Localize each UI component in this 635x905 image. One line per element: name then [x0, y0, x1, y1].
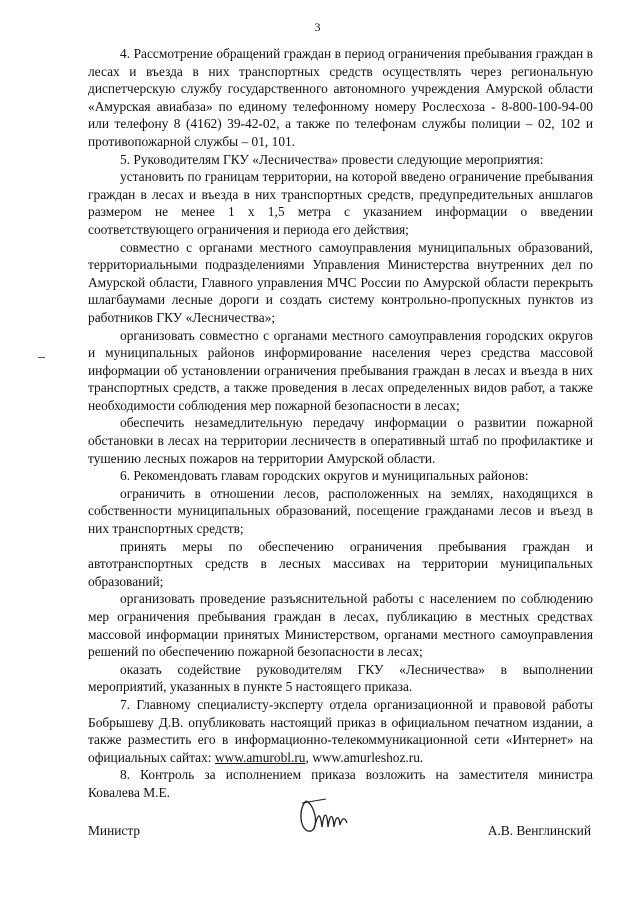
handwritten-signature	[292, 795, 354, 837]
signer-name: А.В. Венглинский	[487, 823, 591, 838]
paragraph-5-item-4: обеспечить незамедлительную передачу информации о развитии пожарной обстановки в лесах на территории лесничеств в оперативный штаб по профилактике и тушению лесных пожаров на территории Амурской области.	[88, 415, 593, 466]
paragraph-6: 6. Рекомендовать главам городских округов и муниципальных районов:	[120, 468, 529, 484]
link-amurobl[interactable]: www.amurobl.ru	[214, 749, 306, 765]
margin-mark	[38, 357, 45, 358]
link-amurleshoz[interactable]: www.amurleshoz.ru	[312, 749, 420, 765]
paragraph-4: 4. Рассмотрение обращений граждан в период ограничения пребывания граждан в лесах и въезда в них транспортных средств осуществлять через региональную диспетчерскую службу государственного автономного учреждения Амурской области «Амурская авиабаза» по единому телефонному номеру Рослесхоза - 8-800-100-94-00 или телефону 8 (4162) 39-42-02, а также по телефонам службы полиции – 02, 102 и противопожарной службы – 01, 101.	[88, 46, 593, 149]
document-body	[88, 45, 593, 802]
paragraph-5-item-2: совместно с органами местного самоуправления муниципальных образований, территориальными подразделениями Управления Министерства внутренних дел по Амурской области, Главного управления МЧС России по Амурской области перекрыть шлагбаумами лесные дороги и создать систему контрольно-пропускных пунктов из работников ГКУ «Лесничества»;	[88, 239, 593, 325]
paragraph-6-item-3: организовать проведение разъяснительной работы с населением по соблюдению мер ограничения пребывания граждан в лесах, публикацию в местных средствах массовой информации принятых Министерством, органами местного самоуправления решений по обеспечению пожарной безопасности в лесах;	[88, 591, 593, 660]
signer-title: Министр	[88, 823, 141, 838]
paragraph-7-text: 7. Главному специалисту-эксперту отдела организационной и правовой работы Бобрышеву Д.В. опубликовать настоящий приказ в официальном печатном издании, а также разместить его в информационно-телекоммуникационной сети «Интернет» на официальных сайтах:	[88, 696, 593, 765]
paragraph-6-item-2: принять меры по обеспечению ограничения пребывания граждан и автотранспортных средств в лесных массивах на территории муниципальных образований;	[88, 538, 593, 589]
paragraph-7	[88, 696, 593, 766]
paragraph-6-item-4: оказать содействие руководителям ГКУ «Лесничества» в выполнении мероприятий, указанных в пункте 5 настоящего приказа.	[88, 661, 593, 695]
paragraph-6-item-1: ограничить в отношении лесов, расположенных на землях, находящихся в собственности муниципальных образований, посещение гражданами лесов и въезд в них транспортных средств;	[88, 485, 593, 537]
paragraph-8: 8. Контроль за исполнением приказа возложить на заместителя министра Ковалева М.Е.	[88, 767, 593, 800]
paragraph-5-item-3: организовать совместно с органами местного самоуправления городских округов и муниципальных районов информирование населения через средства массовой информации об установлении ограничения пребывания граждан в лесах и въезда в них транспортных средств, а также проведения в лесах определенных видов работ, а также необходимости соблюдения мер пожарной безопасности в лесах;	[88, 327, 593, 413]
page-number: 3	[314, 20, 321, 34]
paragraph-7-end: .	[419, 749, 424, 765]
paragraph-5: 5. Руководителям ГКУ «Лесничества» провести следующие мероприятия:	[120, 151, 544, 167]
link-separator: ,	[305, 749, 313, 765]
paragraph-5-item-1: установить по границам территории, на которой введено ограничение пребывания граждан в лесах и въезда в них транспортных средств, предупредительных аншлагов размером не менее 1 х 1,5 метра с указанием информации о введении соответствующего ограничения и периода его действия;	[88, 169, 593, 237]
